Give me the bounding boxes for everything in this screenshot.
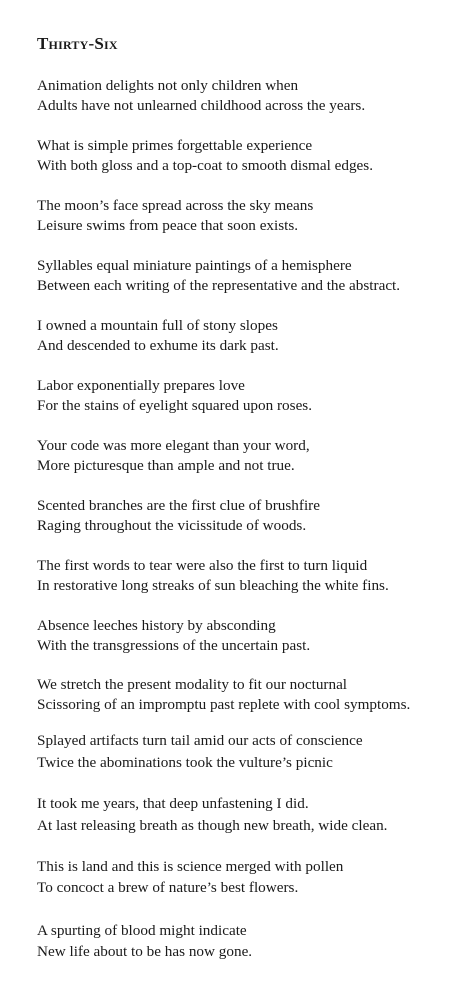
- stanza: [37, 556, 389, 596]
- poem-line: Scented branches are the first clue of brushfire: [37, 497, 320, 514]
- poem-line: Your code was more elegant than your word,: [37, 437, 310, 454]
- stanza: [37, 436, 310, 476]
- poem-line: In restorative long streaks of sun bleaching the white fins.: [37, 577, 389, 594]
- poem-line: New life about to be has now gone.: [37, 943, 253, 960]
- poem-line: The first words to tear were also the first to turn liquid: [37, 557, 368, 574]
- stanza: [37, 856, 343, 898]
- stanza: [37, 376, 312, 416]
- stanza: [37, 675, 410, 715]
- stanza: [37, 793, 387, 837]
- stanza: [37, 920, 252, 962]
- poem-line: A spurting of blood might indicate: [37, 922, 247, 939]
- poem-line: And descended to exhume its dark past.: [37, 337, 279, 354]
- poem-line: We stretch the present modality to fit our nocturnal: [37, 676, 348, 693]
- poem-line: Between each writing of the representative and the abstract.: [37, 277, 401, 294]
- stanza: [37, 730, 363, 774]
- poem-line: More picturesque than ample and not true.: [37, 457, 295, 474]
- poem-line: To concoct a brew of nature’s best flowers.: [37, 879, 299, 896]
- poem-line: This is land and this is science merged with pollen: [37, 858, 344, 875]
- poem-line: For the stains of eyelight squared upon roses.: [37, 397, 313, 414]
- stanza: [37, 616, 310, 656]
- stanza: [37, 136, 373, 176]
- poem-line: At last releasing breath as though new breath, wide clean.: [37, 817, 388, 834]
- stanza: [37, 496, 320, 536]
- poem-line: Raging throughout the vicissitude of woods.: [37, 517, 307, 534]
- stanza: [37, 196, 313, 236]
- poem-line: Absence leeches history by absconding: [37, 617, 276, 634]
- poem-line: Adults have not unlearned childhood across the years.: [37, 97, 366, 114]
- poem-line: What is simple primes forgettable experience: [37, 137, 313, 154]
- poem-line: The moon’s face spread across the sky means: [37, 197, 314, 214]
- poem-line: I owned a mountain full of stony slopes: [37, 317, 278, 334]
- poem-line: Splayed artifacts turn tail amid our acts of conscience: [37, 732, 363, 749]
- poem-line: Leisure swims from peace that soon exists.: [37, 217, 299, 234]
- poem-line: With the transgressions of the uncertain past.: [37, 637, 311, 654]
- poem-title: Thirty-Six: [37, 34, 118, 53]
- poem-line: With both gloss and a top-coat to smooth dismal edges.: [37, 157, 374, 174]
- poem-line: Labor exponentially prepares love: [37, 377, 245, 394]
- stanza: [37, 316, 279, 356]
- poem-line: It took me years, that deep unfastening I did.: [37, 795, 309, 812]
- poem-line: Syllables equal miniature paintings of a hemisphere: [37, 257, 352, 274]
- poem-line: Animation delights not only children when: [37, 77, 299, 94]
- stanza: [37, 76, 365, 116]
- poem-line: Twice the abominations took the vulture’s picnic: [37, 754, 333, 771]
- poem-line: Scissoring of an impromptu past replete with cool symptoms.: [37, 696, 411, 713]
- stanza: [37, 256, 400, 296]
